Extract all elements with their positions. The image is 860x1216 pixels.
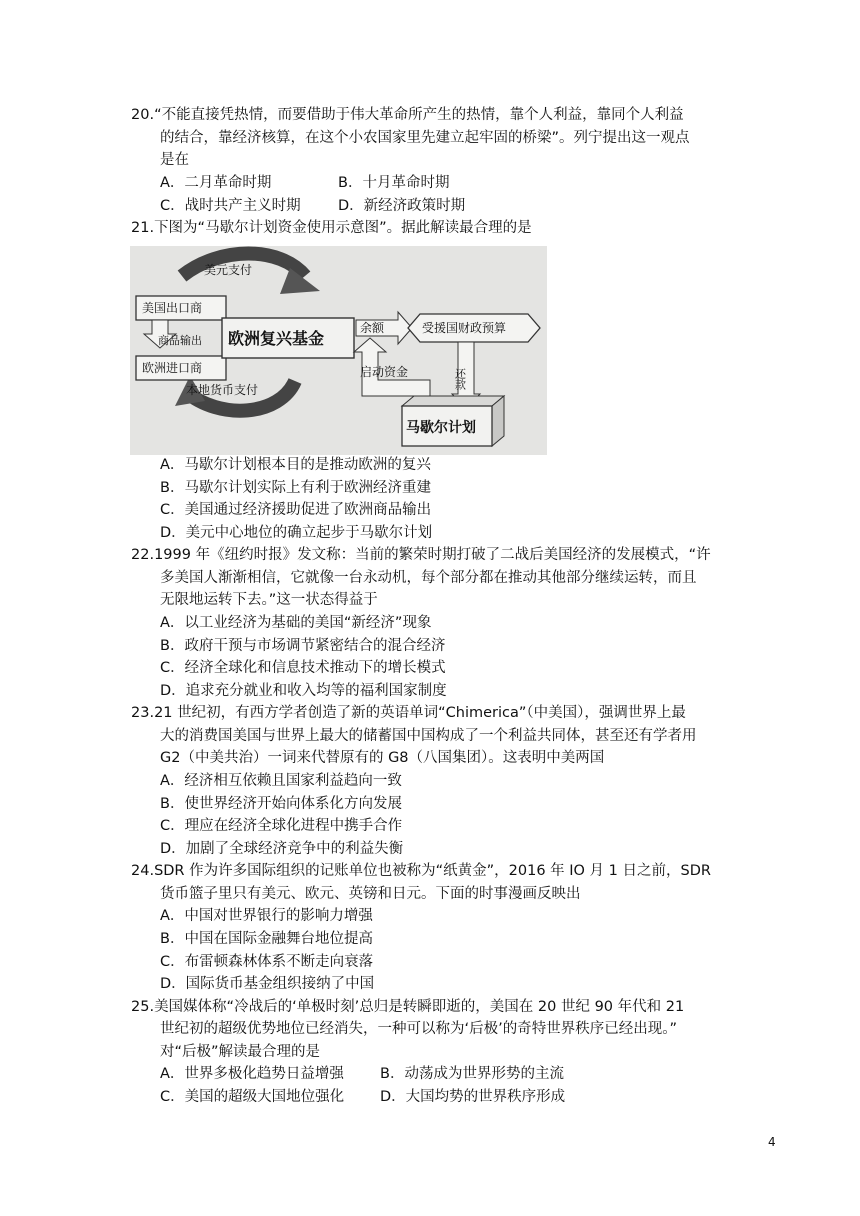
q24-line-2: 货币篮子里只有美元、欧元、英镑和日元。下面的时事漫画反映出: [160, 886, 581, 902]
q24-option-b[interactable]: B．中国在国际金融舞台地位提高: [160, 931, 373, 947]
goods-export-label: 商品输出: [158, 334, 202, 347]
q24-text-1: SDR 作为许多国际组织的记账单位也被称为“纸黄金”，2016 年 IO 月 1 日之前，SDR: [154, 863, 711, 879]
q22-line-1: [131, 544, 711, 566]
q23-line-1: [131, 702, 686, 724]
q24-option-c[interactable]: C．布雷顿森林体系不断走向衰落: [160, 954, 374, 970]
repay-label: 还款: [453, 368, 467, 390]
startup-label: 启动资金: [360, 365, 409, 379]
marshall-plan-diagram: [130, 246, 547, 455]
q21-option-b[interactable]: B．马歇尔计划实际上有利于欧洲经济重建: [160, 480, 431, 496]
q24-option-d[interactable]: D．国际货币基金组织接纳了中国: [160, 976, 375, 992]
q22-line-2: 多美国人渐渐相信，它就像一台永动机，每个部分都在推动其他部分继续运转，而且: [160, 570, 697, 586]
q24-number: 24.: [131, 863, 155, 879]
q25-option-d[interactable]: D．大国均势的世界秩序形成: [380, 1089, 566, 1105]
q25-option-a[interactable]: A．世界多极化趋势日益增强: [160, 1066, 344, 1082]
q20-option-d[interactable]: D．新经济政策时期: [338, 198, 466, 214]
q23-line-2: 大的消费国美国与世界上最大的储蓄国中国构成了一个利益共同体，甚至还有学者用: [160, 728, 697, 744]
q25-line-3: 对“后极”解读最合理的是: [160, 1044, 321, 1060]
q23-text-1: 21 世纪初，有西方学者创造了新的英语单词“Chimerica”（中美国），强调世界上最: [154, 705, 686, 721]
plan-box-top: [402, 396, 504, 406]
q25-line-1: [131, 996, 684, 1018]
q23-option-a[interactable]: A．经济相互依赖且国家利益趋向一致: [160, 773, 402, 789]
q22-option-a[interactable]: A．以工业经济为基础的美国“新经济”现象: [160, 615, 432, 631]
q20-option-b[interactable]: B．十月革命时期: [338, 175, 450, 191]
q25-text-1: 美国媒体称“冷战后的‘单极时刻’总归是转瞬即逝的，美国在 20 世纪 90 年代和 21: [154, 999, 685, 1015]
q21-option-d[interactable]: D．美元中心地位的确立起步于马歇尔计划: [160, 525, 433, 541]
q22-option-c[interactable]: C．经济全球化和信息技术推动下的增长模式: [160, 660, 446, 676]
q20-option-a[interactable]: A．二月革命时期: [160, 175, 272, 191]
q23-option-c[interactable]: C．理应在经济全球化进程中携手合作: [160, 818, 403, 834]
q21-line-1: [131, 217, 532, 239]
q25-line-2: 世纪初的超级优势地位已经消失，一种可以称为‘后极’的奇特世界秩序已经出现。”: [160, 1021, 677, 1037]
page-number: 4: [768, 1135, 776, 1149]
balance-label: 余额: [360, 321, 385, 335]
budget-label: 受援国财政预算: [422, 321, 507, 335]
q20-number: 20.: [131, 107, 155, 123]
q21-option-c[interactable]: C．美国通过经济援助促进了欧洲商品输出: [160, 502, 432, 518]
q23-option-b[interactable]: B．使世界经济开始向体系化方向发展: [160, 796, 402, 812]
q23-option-d[interactable]: D．加剧了全球经济竞争中的利益失衡: [160, 841, 404, 857]
us-exporter-label: 美国出口商: [142, 301, 203, 315]
local-currency-label: 本地货币支付: [186, 383, 259, 397]
q22-line-3: 无限地运转下去。”这一状态得益于: [160, 592, 378, 608]
q24-line-1: [131, 860, 711, 882]
q21-option-a[interactable]: A．马歇尔计划根本目的是推动欧洲的复兴: [160, 457, 431, 473]
q25-option-c[interactable]: C．美国的超级大国地位强化: [160, 1089, 345, 1105]
q24-option-a[interactable]: A．中国对世界银行的影响力增强: [160, 908, 373, 924]
q20-line-1: [131, 104, 684, 126]
q20-line-3: 是在: [160, 152, 189, 168]
q23-line-3: G2（中美共治）一词来代替原有的 G8（八国集团）。这表明中美两国: [160, 750, 605, 766]
q25-number: 25.: [131, 999, 155, 1015]
marshall-plan-svg: [130, 246, 547, 455]
fund-label: 欧洲复兴基金: [228, 329, 325, 348]
q25-option-b[interactable]: B．动荡成为世界形势的主流: [380, 1066, 564, 1082]
q22-option-d[interactable]: D．追求充分就业和收入均等的福利国家制度: [160, 683, 447, 699]
q21-stem: 下图为“马歇尔计划资金使用示意图”。据此解读最合理的是: [154, 220, 532, 236]
plan-label: 马歇尔计划: [406, 420, 476, 436]
q20-text-1: “不能直接凭热情，而要借助于伟大革命所产生的热情，靠个人利益，靠同个人利益: [154, 107, 684, 123]
q22-text-1: 1999 年《纽约时报》发文称：当前的繁荣时期打破了二战后美国经济的发展模式，“许: [154, 547, 711, 563]
q22-option-b[interactable]: B．政府干预与市场调节紧密结合的混合经济: [160, 638, 446, 654]
dollar-payment-label: 美元支付: [204, 263, 253, 277]
q22-number: 22.: [131, 547, 155, 563]
q23-number: 23.: [131, 705, 155, 721]
q20-line-2: 的结合，靠经济核算，在这个小农国家里先建立起牢固的桥梁”。列宁提出这一观点: [160, 130, 690, 146]
eu-importer-label: 欧洲进口商: [142, 361, 203, 375]
q20-option-c[interactable]: C．战时共产主义时期: [160, 198, 301, 214]
q21-number: 21.: [131, 220, 155, 236]
